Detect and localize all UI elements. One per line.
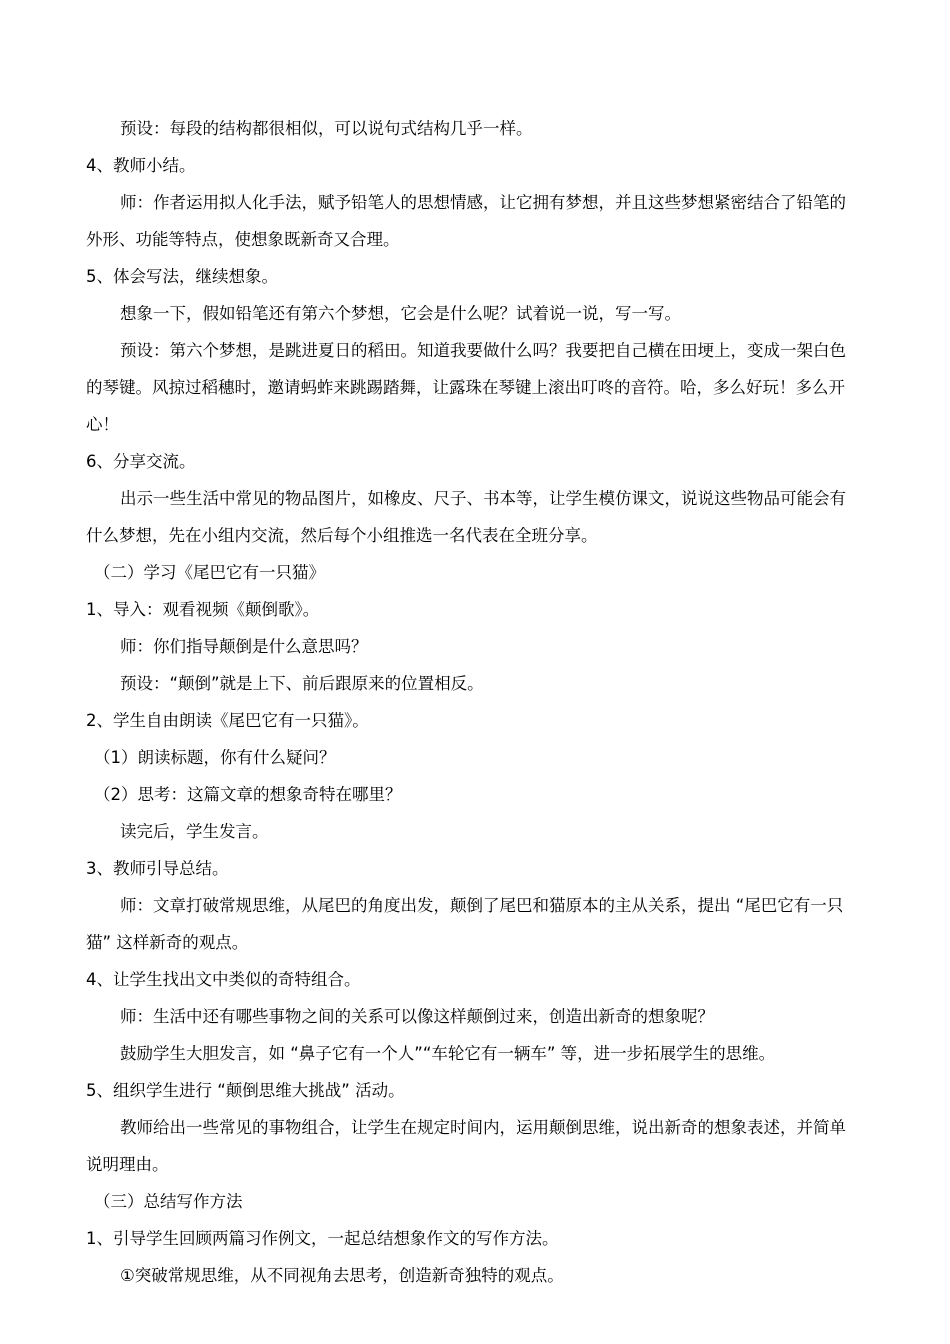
paragraph-line: 想象一下，假如铅笔还有第六个梦想，它会是什么呢？试着说一说，写一写。 [120, 304, 681, 323]
numbered-heading: 1、导入：观看视频《颠倒歌》。 [86, 600, 320, 619]
numbered-heading: 5、体会写法，继续想象。 [86, 267, 278, 286]
paragraph-line: ①突破常规思维，从不同视角去思考，创造新奇独特的观点。 [120, 1266, 564, 1285]
paragraph-line: 师：生活中还有哪些事物之间的关系可以像这样颠倒过来，创造出新奇的想象呢？ [120, 1007, 714, 1026]
paragraph-line: 预设：每段的结构都很相似，可以说句式结构几乎一样。 [120, 119, 533, 138]
paragraph-line: 预设：“颠倒”就是上下、前后跟原来的位置相反。 [120, 674, 484, 693]
numbered-heading: 1、引导学生回顾两篇习作例文，一起总结想象作文的写作方法。 [86, 1229, 559, 1248]
paragraph-line: 师：你们指导颠倒是什么意思吗？ [120, 637, 368, 656]
paragraph-line: 预设：第六个梦想，是跳进夏日的稻田。知道我要做什么吗？我要把自己横在田埂上，变成一架白色 [120, 341, 846, 360]
document-body [86, 110, 866, 1294]
section-heading: （三）总结写作方法 [94, 1192, 243, 1211]
paragraph-line: 猫” 这样新奇的观点。 [86, 933, 249, 952]
numbered-heading: 2、学生自由朗读《尾巴它有一只猫》。 [86, 711, 369, 730]
paragraph-line: 读完后，学生发言。 [120, 822, 269, 841]
numbered-heading: 4、教师小结。 [86, 156, 196, 175]
paragraph-line: 教师给出一些常见的事物组合，让学生在规定时间内，运用颠倒思维，说出新奇的想象表述，并简单 [120, 1118, 846, 1137]
paragraph-line: 师：作者运用拟人化手法，赋予铅笔人的思想情感，让它拥有梦想，并且这些梦想紧密结合了铅笔的 [120, 193, 846, 212]
sub-item: （2）思考：这篇文章的想象奇特在哪里？ [94, 785, 402, 804]
paragraph-line: 说明理由。 [86, 1155, 169, 1174]
paragraph-line: 心！ [86, 415, 119, 434]
paragraph-line: 的琴键。风掠过稻穗时，邀请蚂蚱来跳踢踏舞，让露珠在琴键上滚出叮咚的音符。哈，多么好玩！多么开 [86, 378, 845, 397]
numbered-heading: 3、教师引导总结。 [86, 859, 229, 878]
paragraph-line: 师：文章打破常规思维，从尾巴的角度出发，颠倒了尾巴和猫原本的主从关系，提出 “尾巴它有一只 [120, 896, 844, 915]
numbered-heading: 6、分享交流。 [86, 452, 196, 471]
paragraph-line: 鼓励学生大胆发言，如 “鼻子它有一个人”“车轮它有一辆车” 等，进一步拓展学生的思维。 [120, 1044, 776, 1063]
sub-item: （1）朗读标题，你有什么疑问？ [94, 748, 336, 767]
section-heading: （二）学习《尾巴它有一只猫》 [94, 563, 325, 582]
paragraph-line: 什么梦想，先在小组内交流，然后每个小组推选一名代表在全班分享。 [86, 526, 598, 545]
paragraph-line: 外形、功能等特点，使想象既新奇又合理。 [86, 230, 400, 249]
numbered-heading: 5、组织学生进行 “颠倒思维大挑战” 活动。 [86, 1081, 405, 1100]
numbered-heading: 4、让学生找出文中类似的奇特组合。 [86, 970, 361, 989]
paragraph-line: 出示一些生活中常见的物品图片，如橡皮、尺子、书本等，让学生模仿课文，说说这些物品可能会有 [120, 489, 846, 508]
